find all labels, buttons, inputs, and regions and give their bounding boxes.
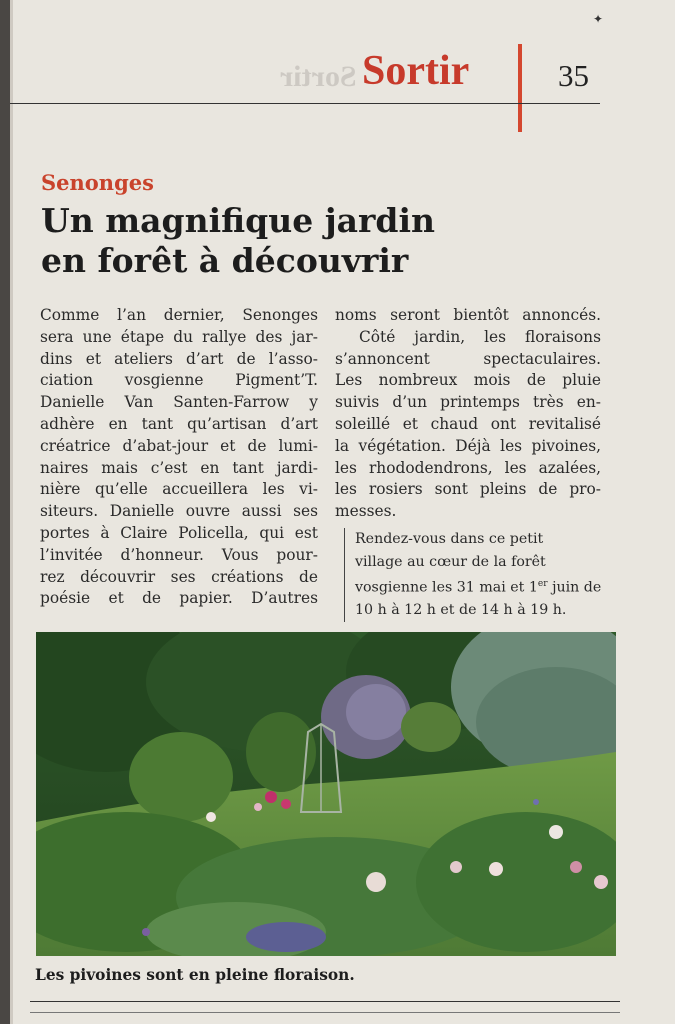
footer-rule (30, 1012, 620, 1013)
bleed-through-text: Sortir (280, 60, 357, 93)
event-info-box (344, 528, 635, 622)
text-line: ciation vosgienne Pigment’T. (40, 371, 318, 390)
info-line (355, 573, 635, 599)
text-line: la végétation. Déjà les pivoines, (335, 436, 601, 455)
text-line: Côté jardin, les floraisons (359, 327, 601, 346)
newspaper-page (10, 0, 675, 1024)
text-line: naires mais c’est en tant jardi- (40, 458, 318, 477)
section-title: Sortir (362, 48, 470, 94)
garden-photo (36, 632, 616, 956)
text-line: suivis d’un printemps très en- (335, 393, 601, 412)
text-line: nière qu’elle accueillera les vi- (40, 480, 318, 499)
header-rule (10, 103, 600, 104)
text-line: soleillé et chaud ont revitalisé (335, 414, 601, 433)
text-line: les rosiers sont pleins de pro- (335, 480, 601, 499)
ink-mark: ✦ (593, 12, 604, 26)
info-line: Rendez-vous dans ce petit (355, 531, 544, 547)
article-column-1 (40, 305, 318, 610)
text-line: noms seront bientôt annoncés. (335, 306, 601, 324)
text-line: portes à Claire Policella, qui est (40, 523, 318, 542)
headline-line: en forêt à découvrir (41, 241, 409, 280)
section-divider (518, 44, 522, 132)
text-line: s’annoncent spectaculaires. (335, 349, 601, 368)
article-kicker: Senonges (41, 170, 154, 195)
text-line: Les nombreux mois de pluie (335, 371, 601, 390)
text-line: Comme l’an dernier, Senonges (40, 306, 318, 324)
text-line: Danielle Van Santen-Farrow y (40, 393, 318, 412)
text-line: les rhododendrons, les azalées, (335, 458, 601, 477)
ordinal-superscript: er (537, 579, 548, 589)
text-line: siteurs. Danielle ouvre aussi ses (40, 502, 318, 521)
info-line: village au cœur de la forêt (355, 553, 546, 570)
photo-caption: Les pivoines sont en pleine floraison. (35, 966, 355, 984)
text-line: rez découvrir ses créations de (40, 567, 318, 586)
info-line: 10 h à 12 h et de 14 h à 19 h. (355, 602, 567, 619)
page-number: 35 (558, 58, 589, 93)
text-line: adhère en tant qu’artisan d’art (40, 414, 318, 433)
text-line: créatrice d’abat-jour et de lumi- (40, 436, 318, 455)
info-date-text: vosgienne les 31 mai et 1 (355, 579, 538, 596)
text-line: poésie et de papier. D’autres (40, 589, 318, 608)
text-line: dins et ateliers d’art de l’asso- (40, 349, 318, 368)
article-column-2 (335, 305, 601, 523)
article-headline (41, 201, 561, 281)
page-edge (10, 0, 13, 1024)
headline-line: Un magnifique jardin (41, 201, 436, 240)
text-line: sera une étape du rallye des jar- (40, 327, 318, 346)
text-line: l’invitée d’honneur. Vous pour- (40, 545, 318, 564)
footer-rule (30, 1001, 620, 1002)
info-date-tail: juin de (547, 579, 602, 596)
text-line: messes. (335, 502, 397, 521)
